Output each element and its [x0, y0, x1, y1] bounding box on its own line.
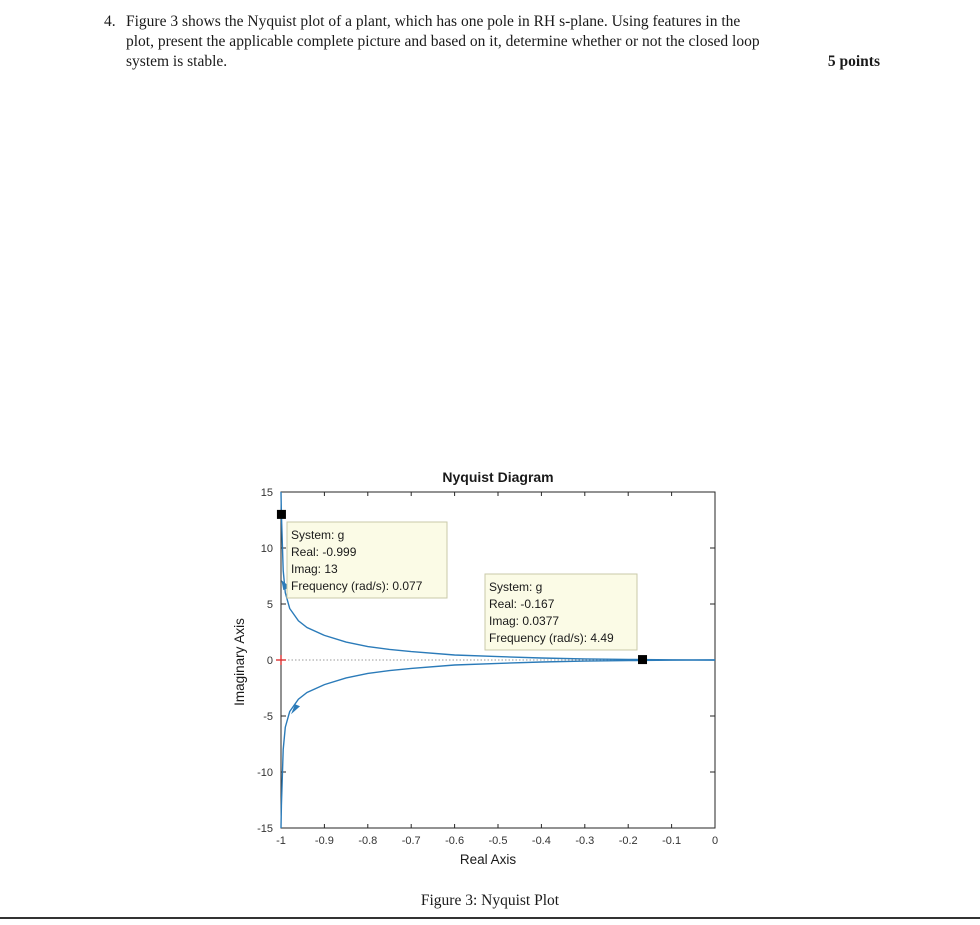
page-bottom-rule [0, 917, 980, 919]
x-tick-label: -0.4 [531, 835, 551, 847]
datatip-line: System: g [291, 528, 345, 542]
x-tick-label: -0.3 [575, 835, 595, 847]
points-label: 5 points [827, 53, 880, 70]
x-tick-label: -0.1 [662, 835, 682, 847]
question-number: 4. [104, 13, 116, 30]
x-tick-label: 0 [711, 835, 719, 847]
x-tick-label: -0.8 [358, 835, 378, 847]
figure-caption: Figure 3: Nyquist Plot [420, 892, 560, 909]
y-tick-label: 15 [260, 487, 273, 499]
y-tick-label: -15 [257, 823, 273, 835]
datatip-line: Frequency (rad/s): 0.077 [291, 579, 423, 593]
question-text-line-3: system is stable. [126, 53, 228, 70]
question-text-line-2: plot, present the applicable complete picture and based on it, determine whether or not the closed loop [126, 33, 760, 50]
y-tick-label: -10 [257, 767, 273, 779]
y-axis-label: Imaginary Axis [232, 618, 247, 706]
datatip-marker-1 [277, 510, 286, 519]
datatip-line: Real: -0.167 [489, 597, 555, 611]
datatip-line: Imag: 0.0377 [489, 614, 560, 628]
datatip-line: Frequency (rad/s): 4.49 [489, 631, 614, 645]
chart-title: Nyquist Diagram [442, 469, 554, 485]
datatip-line: System: g [489, 580, 543, 594]
y-tick-label: 0 [266, 655, 273, 667]
x-tick-label: -1 [276, 835, 286, 847]
x-tick-label: -0.7 [401, 835, 421, 847]
x-tick-label: -0.2 [618, 835, 638, 847]
y-tick-label: -5 [263, 711, 273, 723]
y-tick-label: 5 [266, 599, 273, 611]
datatip-line: Imag: 13 [291, 562, 338, 576]
x-axis-label: Real Axis [459, 852, 517, 867]
y-tick-label: 10 [260, 543, 273, 555]
datatip-marker-2 [638, 655, 647, 664]
datatip-line: Real: -0.999 [291, 545, 357, 559]
x-tick-label: -0.5 [488, 835, 508, 847]
x-tick-label: -0.6 [445, 835, 465, 847]
x-tick-label: -0.9 [314, 835, 334, 847]
question-text-line-1: Figure 3 shows the Nyquist plot of a plant, which has one pole in RH s-plane. Using features in the [126, 13, 741, 30]
